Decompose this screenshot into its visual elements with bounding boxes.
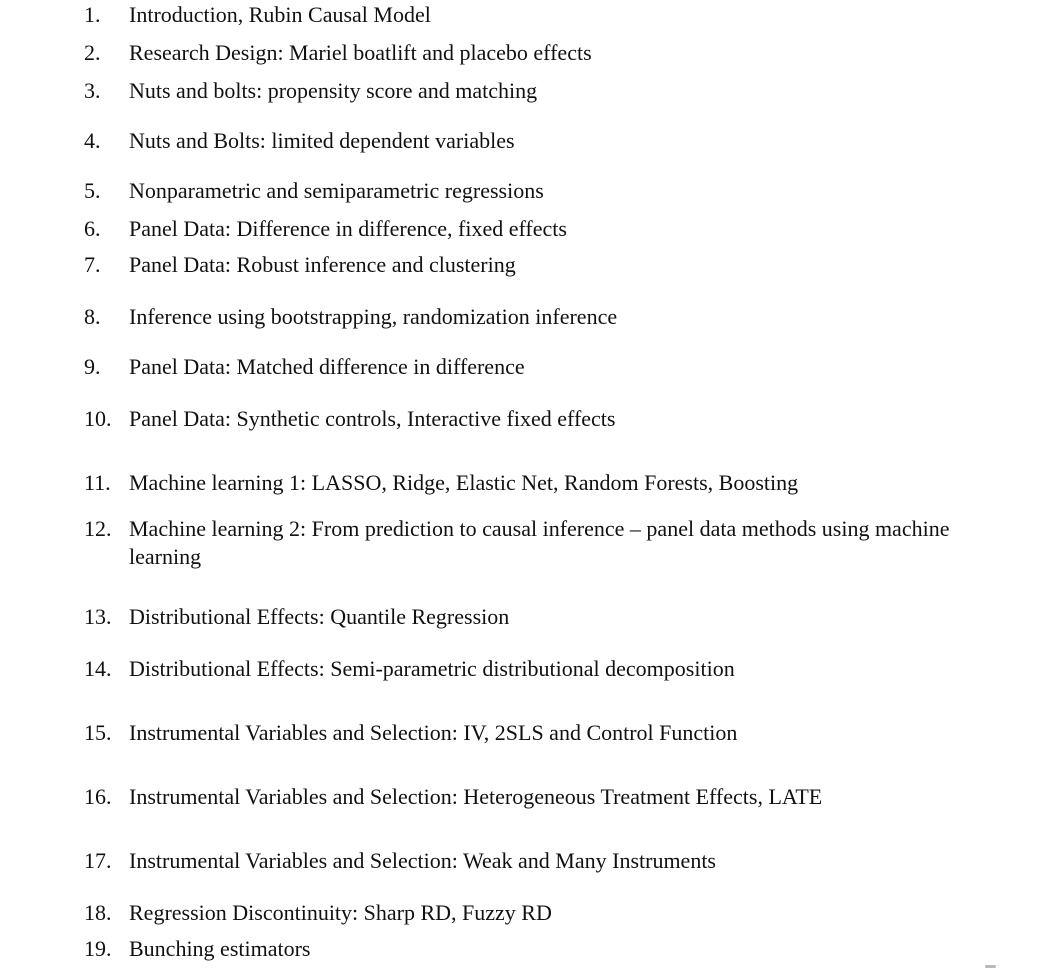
list-item-text: Instrumental Variables and Selection: Weak and Many Instruments xyxy=(129,848,716,873)
list-item-number: 4. xyxy=(84,128,101,153)
list-item-text: Regression Discontinuity: Sharp RD, Fuzzy RD xyxy=(129,900,552,925)
list-item-number: 3. xyxy=(84,78,101,103)
list-item-number: 6. xyxy=(84,216,101,241)
list-item-number: 18. xyxy=(84,900,112,925)
list-item-number: 12. xyxy=(84,516,112,541)
list-item-text: Panel Data: Matched difference in difference xyxy=(129,354,525,379)
list-item-number: 8. xyxy=(84,304,101,329)
list-item-number: 1. xyxy=(84,2,101,27)
list-item-text: Machine learning 2: From prediction to causal inference – panel data methods using machine learning xyxy=(129,516,950,569)
list-item-text: Introduction, Rubin Causal Model xyxy=(129,2,431,27)
list-item-number: 13. xyxy=(84,604,112,629)
list-item-number: 15. xyxy=(84,720,112,745)
list-item-text: Machine learning 1: LASSO, Ridge, Elastic Net, Random Forests, Boosting xyxy=(129,470,799,495)
list-item-text: Nuts and Bolts: limited dependent variables xyxy=(129,128,515,153)
list-item-text: Bunching estimators xyxy=(129,936,311,961)
list-item-number: 5. xyxy=(84,178,101,203)
list-item-text: Inference using bootstrapping, randomization inference xyxy=(129,304,618,329)
list-item-number: 19. xyxy=(84,936,112,961)
list-item-text: Distributional Effects: Semi-parametric distributional decomposition xyxy=(129,656,735,681)
list-item-text: Nonparametric and semiparametric regressions xyxy=(129,178,544,203)
list-item-text: Instrumental Variables and Selection: Heterogeneous Treatment Effects, LATE xyxy=(129,784,823,809)
list-item-number: 9. xyxy=(84,354,101,379)
list-item-number: 2. xyxy=(84,40,101,65)
list-item-text: Instrumental Variables and Selection: IV, 2SLS and Control Function xyxy=(129,720,738,745)
list-item-number: 17. xyxy=(84,848,112,873)
list-item-text: Panel Data: Difference in difference, fixed effects xyxy=(129,216,567,241)
list-item-number: 14. xyxy=(84,656,112,681)
list-item-text: Panel Data: Synthetic controls, Interactive fixed effects xyxy=(129,406,616,431)
list-item-number: 10. xyxy=(84,406,112,431)
list-item-text: Research Design: Mariel boatlift and placebo effects xyxy=(129,40,592,65)
list-item-text: Distributional Effects: Quantile Regression xyxy=(129,604,510,629)
list-item-number: 16. xyxy=(84,784,112,809)
list-item-number: 11. xyxy=(84,470,111,495)
list-item-number: 7. xyxy=(84,252,101,277)
list-item-text: Panel Data: Robust inference and clustering xyxy=(129,252,516,277)
scroll-indicator[interactable] xyxy=(985,965,996,968)
list-item-text: Nuts and bolts: propensity score and matching xyxy=(129,78,538,103)
